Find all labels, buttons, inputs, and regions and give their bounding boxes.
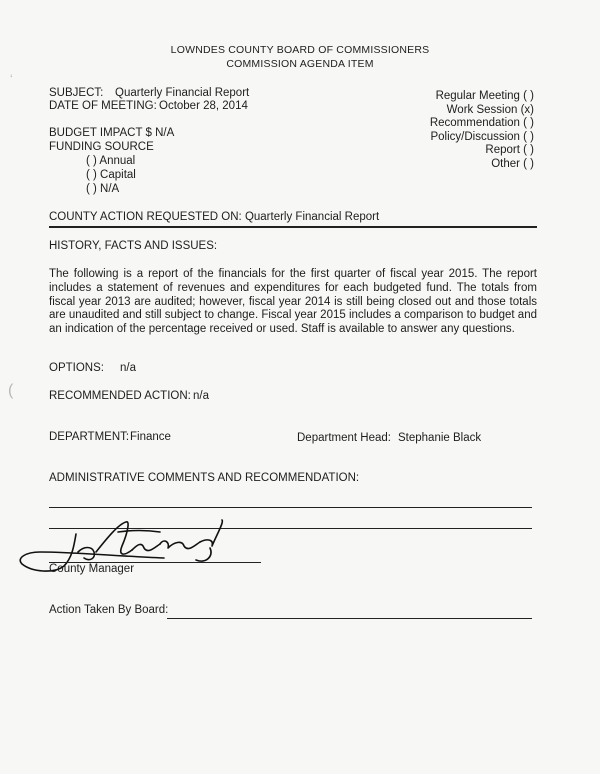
meeting-type-regular: Regular Meeting ( ) [435,90,534,102]
margin-mark: ( [8,382,14,399]
department-label: DEPARTMENT: [49,431,130,443]
funding-option-capital: ( ) Capital [86,169,136,181]
admin-comments-heading: ADMINISTRATIVE COMMENTS AND RECOMMENDATION: [49,472,360,484]
header-line-1: LOWNDES COUNTY BOARD OF COMMISSIONERS [170,44,430,56]
subject-value: Quarterly Financial Report [115,87,250,99]
county-action-rule [49,226,537,228]
department-value: Finance [130,431,171,443]
funding-source-label: FUNDING SOURCE [49,141,154,153]
meeting-date-value: October 28, 2014 [159,100,248,112]
admin-comment-line-1 [49,507,532,508]
funding-option-annual: ( ) Annual [86,155,136,167]
action-taken-line [167,618,532,619]
funding-option-na: ( ) N/A [86,183,120,195]
header-line-2: COMMISSION AGENDA ITEM [226,58,374,70]
meeting-type-policy-discussion: Policy/Discussion ( ) [430,130,534,143]
margin-mark: ‘ [10,72,13,86]
department-head-value: Stephanie Black [398,432,482,444]
meeting-date-label: DATE OF MEETING: [49,100,157,112]
options-label: OPTIONS: [49,362,104,374]
meeting-type-report: Report ( ) [485,144,534,157]
recommended-action-value: n/a [193,390,209,402]
action-taken-label: Action Taken By Board: [49,604,169,616]
meeting-type-list [430,90,534,172]
recommended-action-label: RECOMMENDED ACTION: [49,390,191,402]
history-paragraph: The following is a report of the financials for the first quarter of fiscal year 2015. The report includes a statement of revenues and expenditures for each budgeted fund. The totals from fiscal year 2013 are audited; however, fiscal year 2014 is still being closed out and those totals are unaudited and still subject to change. Fiscal year 2015 includes a comparison to budget and an indication of the percentage received or used. Staff is available to answer any questions. [49,268,537,336]
county-action-requested: COUNTY ACTION REQUESTED ON: Quarterly Financial Report [49,211,380,223]
options-value: n/a [120,362,136,374]
meeting-type-work-session: Work Session (x) [446,103,534,116]
department-head-label: Department Head: [297,432,391,444]
meeting-type-recommendation: Recommendation ( ) [429,117,534,130]
county-manager-label: County Manager [49,563,135,575]
budget-impact: BUDGET IMPACT $ N/A [49,127,175,139]
meeting-type-other: Other ( ) [491,157,534,170]
subject-label: SUBJECT: [49,87,104,99]
history-heading: HISTORY, FACTS AND ISSUES: [49,240,218,252]
